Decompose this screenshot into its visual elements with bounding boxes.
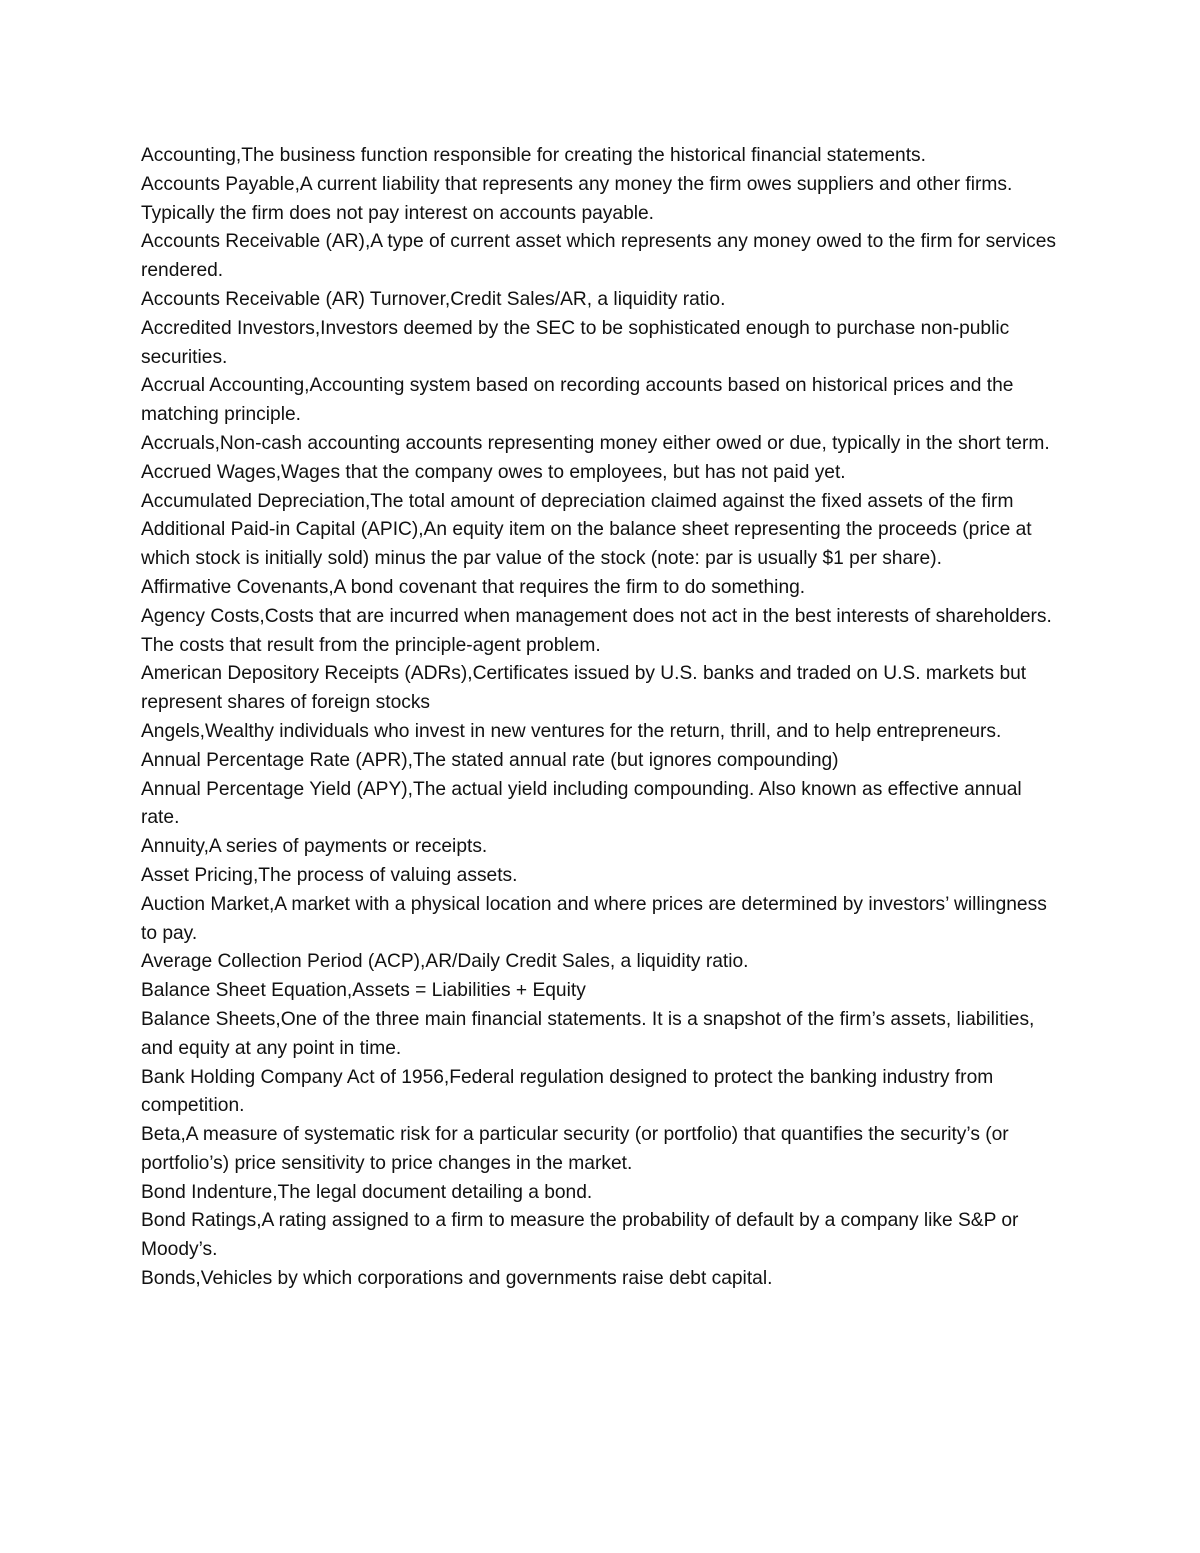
glossary-entry-agency-costs: Agency Costs,Costs that are incurred when management does not act in the best interests of shareholders. The costs that result from the principle-agent problem. [141, 605, 1052, 656]
glossary-entry-beta: Beta,A measure of systematic risk for a particular security (or portfolio) that quantifies the security’s (or portfolio’s) price sensitivity to price changes in the market. [141, 1124, 1009, 1174]
glossary-entry-bank-holding-company-act: Bank Holding Company Act of 1956,Federal regulation designed to protect the banking industry from competition. [141, 1066, 994, 1117]
glossary-entry-apr: Annual Percentage Rate (APR),The stated annual rate (but ignores compounding) [141, 749, 839, 771]
glossary-entry-annuity: Annuity,A series of payments or receipts. [141, 836, 488, 858]
glossary-entry-auction-market: Auction Market,A market with a physical location and where prices are determined by investors’ willingness to pay. [141, 893, 1047, 944]
glossary-entry-bond-ratings: Bond Ratings,A rating assigned to a firm to measure the probability of default by a company like S&P or Moody’s. [141, 1210, 1019, 1261]
glossary-entry-accrual-accounting: Accrual Accounting,Accounting system based on recording accounts based on historical prices and the matching principle. [141, 375, 1014, 426]
glossary-entry-affirmative-covenants: Affirmative Covenants,A bond covenant that requires the firm to do something. [141, 576, 806, 598]
glossary-entry-accounting: Accounting,The business function responsible for creating the historical financial statements. [141, 145, 926, 166]
glossary-entry-asset-pricing: Asset Pricing,The process of valuing assets. [141, 864, 518, 886]
glossary-entry-balance-sheet-equation: Balance Sheet Equation,Assets = Liabilities + Equity [141, 980, 586, 1002]
glossary-entry-adrs: American Depository Receipts (ADRs),Certificates issued by U.S. banks and traded on U.S. markets but represent shares of foreign stocks [141, 663, 1027, 714]
glossary-entry-accredited-investors: Accredited Investors,Investors deemed by the SEC to be sophisticated enough to purchase non-public securities. [141, 317, 1010, 368]
glossary-entry-apy: Annual Percentage Yield (APY),The actual yield including compounding. Also known as effective annual rate. [141, 778, 1022, 829]
glossary-entry-ar-turnover: Accounts Receivable (AR) Turnover,Credit Sales/AR, a liquidity ratio. [141, 288, 726, 310]
glossary-entry-accumulated-depreciation: Accumulated Depreciation,The total amount of depreciation claimed against the fixed assets of the firm [141, 490, 1014, 512]
glossary-entry-accounts-receivable: Accounts Receivable (AR),A type of current asset which represents any money owed to the firm for services rendered. [141, 231, 1057, 282]
glossary-entry-balance-sheets: Balance Sheets,One of the three main financial statements. It is a snapshot of the firm’s assets, liabilities, and equity at any point in time. [141, 1008, 1035, 1059]
glossary-entry-angels: Angels,Wealthy individuals who invest in new ventures for the return, thrill, and to help entrepreneurs. [141, 720, 1002, 742]
glossary-entry-accruals: Accruals,Non-cash accounting accounts representing money either owed or due, typically in the short term. [141, 432, 1050, 454]
glossary-entry-accrued-wages: Accrued Wages,Wages that the company owes to employees, but has not paid yet. [141, 461, 846, 483]
glossary-text [141, 142, 1061, 1294]
glossary-entry-accounts-payable: Accounts Payable,A current liability that represents any money the firm owes suppliers and other firms. Typically the firm does not pay interest on accounts payable. [141, 173, 1013, 224]
glossary-entry-apic: Additional Paid-in Capital (APIC),An equity item on the balance sheet representing the proceeds (price at which stock is initially sold) minus the par value of the stock (note: par is usually $1 per share). [141, 519, 1032, 570]
glossary-entry-acp: Average Collection Period (ACP),AR/Daily Credit Sales, a liquidity ratio. [141, 951, 749, 973]
glossary-entry-bonds: Bonds,Vehicles by which corporations and governments raise debt capital. [141, 1268, 773, 1290]
glossary-entry-bond-indenture: Bond Indenture,The legal document detailing a bond. [141, 1181, 593, 1203]
